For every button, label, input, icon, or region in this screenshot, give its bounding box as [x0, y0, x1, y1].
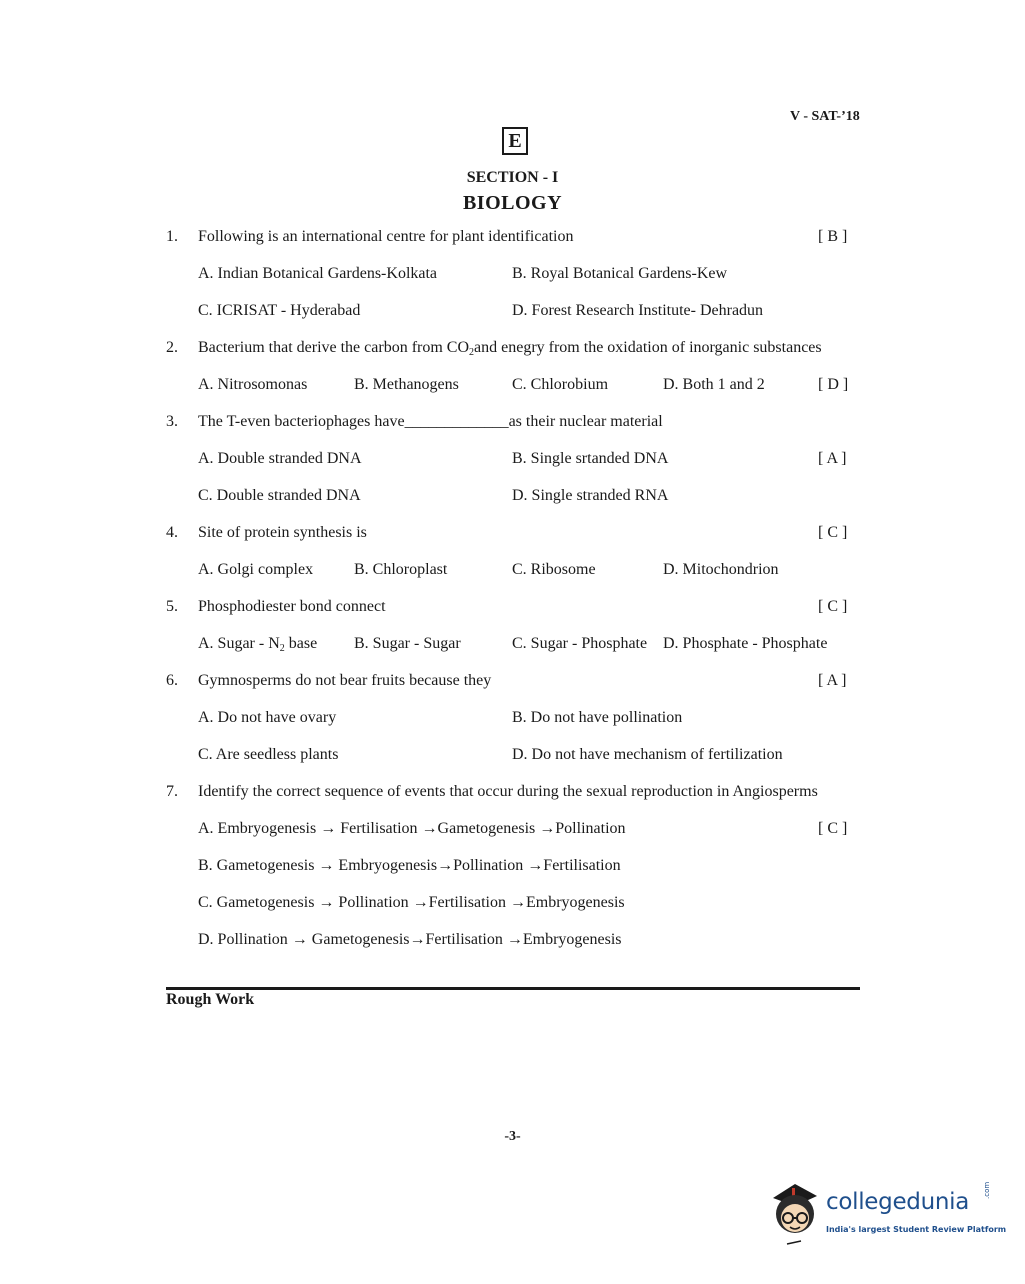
question-number: 1.	[166, 228, 178, 245]
answer-key: [ D ]	[818, 376, 849, 393]
divider-rule	[166, 987, 860, 990]
option-b: B. Royal Botanical Gardens-Kew	[512, 265, 728, 282]
option-a: A. Nitrosomonas	[198, 376, 308, 393]
subject-title: BIOLOGY	[462, 192, 563, 214]
option-c: C. Ribosome	[512, 561, 596, 578]
option-a: A. Sugar - $N_2$ base	[198, 635, 318, 654]
option-d: D. Single stranded RNA	[512, 487, 669, 504]
option-a: A. Do not have ovary	[198, 709, 337, 726]
section-title: SECTION - I	[466, 169, 559, 186]
logo-wordmark: collegedunia	[826, 1189, 970, 1215]
logo-suffix: .com	[983, 1181, 991, 1199]
question-number: 5.	[166, 598, 178, 615]
option-d: D. Do not have mechanism of fertilization	[512, 746, 783, 763]
option-d: D. Forest Research Institute- Dehradun	[512, 302, 764, 319]
answer-key: [ C ]	[818, 524, 848, 541]
option-b: B. Single srtanded DNA	[512, 450, 669, 467]
option-d: D. Pollination → Gametogenesis→Fertilisation →Embryogenesis	[198, 931, 622, 948]
option-c: C. Sugar - Phosphate	[512, 635, 648, 652]
student-mascot-icon	[765, 1178, 825, 1250]
answer-key: [ A ]	[818, 450, 847, 467]
question-text: Identify the correct sequence of events that occur during the sexual reproduction in Angiosperms	[198, 783, 818, 800]
option-c: C. Gametogenesis → Pollination →Fertilisation →Embryogenesis	[198, 894, 625, 911]
option-c: C. Are seedless plants	[198, 746, 339, 763]
set-code-box: E	[502, 127, 528, 155]
answer-key: [ C ]	[818, 820, 848, 837]
question-text: Phosphodiester bond connect	[198, 598, 386, 615]
answer-key: [ A ]	[818, 672, 847, 689]
logo-tagline: India's largest Student Review Platform	[826, 1225, 1007, 1234]
option-c: C. Chlorobium	[512, 376, 609, 393]
option-b: B. Methanogens	[354, 376, 459, 393]
option-a: A. Embryogenesis → Fertilisation →Gametogenesis →Pollination	[198, 820, 626, 837]
question-text: The T-even bacteriophages have_____________as their nuclear material	[198, 413, 663, 430]
option-b: B. Sugar - Sugar	[354, 635, 461, 652]
exam-code: V - SAT-’18	[790, 109, 860, 124]
question-number: 3.	[166, 413, 178, 430]
page-number: -3-	[504, 1129, 521, 1144]
option-d: D. Mitochondrion	[663, 561, 779, 578]
option-d: D. Both 1 and 2	[663, 376, 765, 393]
option-a: A. Golgi complex	[198, 561, 314, 578]
question-text: Following is an international centre for plant identification	[198, 228, 574, 245]
question-number: 4.	[166, 524, 178, 541]
option-b: B. Chloroplast	[354, 561, 448, 578]
option-c: C. Double stranded DNA	[198, 487, 361, 504]
option-c: C. ICRISAT - Hyderabad	[198, 302, 361, 319]
answer-key: [ C ]	[818, 598, 848, 615]
rough-work-label: Rough Work	[166, 991, 255, 1008]
option-b: B. Do not have pollination	[512, 709, 683, 726]
option-b: B. Gametogenesis → Embryogenesis→Pollination →Fertilisation	[198, 857, 621, 874]
option-a: A. Double stranded DNA	[198, 450, 362, 467]
question-number: 2.	[166, 339, 178, 356]
question-text: Gymnosperms do not bear fruits because they	[198, 672, 492, 689]
option-a: A. Indian Botanical Gardens-Kolkata	[198, 265, 438, 282]
option-d: D. Phosphate - Phosphate	[663, 635, 828, 652]
question-text: Site of protein synthesis is	[198, 524, 367, 541]
question-number: 6.	[166, 672, 178, 689]
question-number: 7.	[166, 783, 178, 800]
question-text: Bacterium that derive the carbon from $CO_2and$ enegry from the oxidation of inorganic substances	[198, 339, 822, 358]
answer-key: [ B ]	[818, 228, 848, 245]
